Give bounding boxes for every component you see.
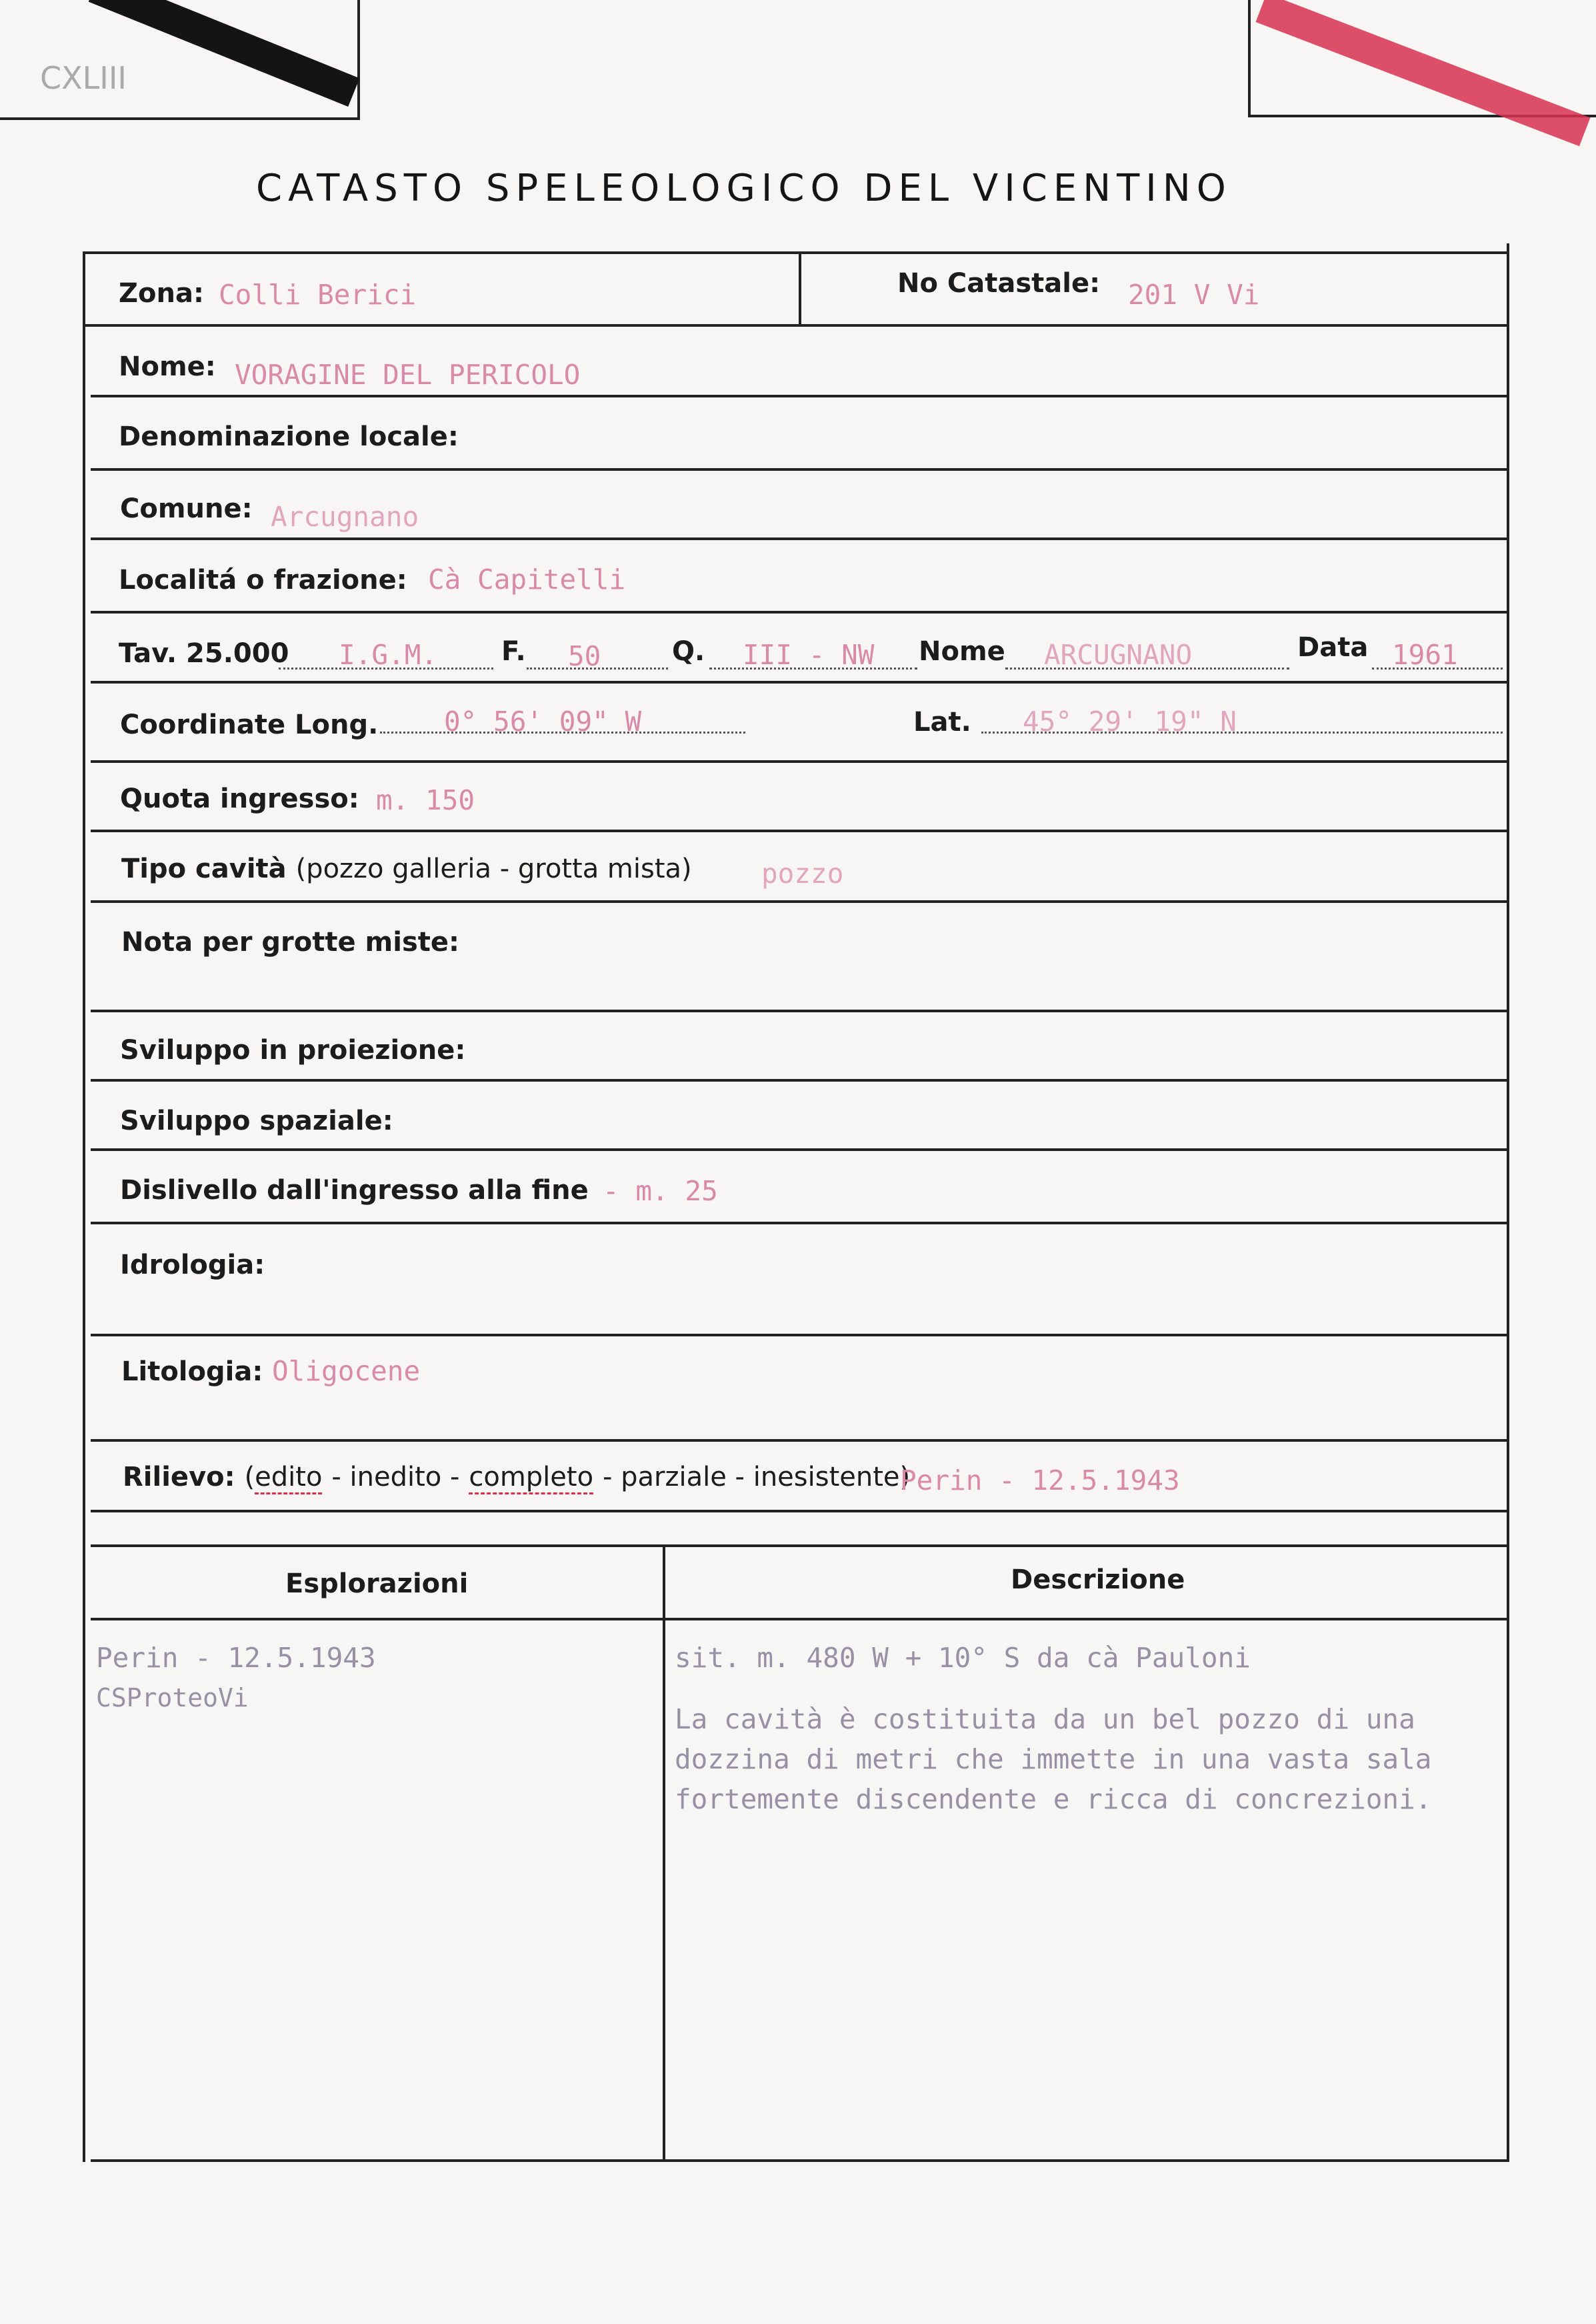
- corner-frame-left: [357, 0, 360, 119]
- litologia-label: Litologia:: [121, 1356, 263, 1387]
- quota-label: Quota ingresso:: [120, 784, 359, 814]
- descrizione-line: La cavità è costituita da un bel pozzo di una: [675, 1703, 1415, 1735]
- catastale-value: 201 V Vi: [1128, 279, 1260, 311]
- comune-value: Arcugnano: [271, 501, 419, 533]
- row-line: [83, 324, 1509, 327]
- comune-label: Comune:: [120, 493, 253, 524]
- row-line: [91, 611, 1507, 614]
- black-marker-stroke: [89, 0, 360, 107]
- row-line: [91, 1148, 1507, 1151]
- quadrante-label: Q.: [672, 636, 705, 667]
- row-line: [91, 468, 1507, 471]
- rilievo-option-inedito: - inedito -: [331, 1462, 460, 1492]
- form-left-border: [83, 251, 85, 2162]
- corner-frame-left-bottom: [0, 117, 360, 120]
- dislivello-label: Dislivello dall'ingresso alla fine: [120, 1175, 589, 1206]
- esplorazioni-header: Esplorazioni: [285, 1568, 469, 1599]
- row-line: [91, 1439, 1507, 1442]
- descrizione-line: dozzina di metri che immette in una vasta sala: [675, 1743, 1432, 1775]
- catastale-label: No Catastale:: [897, 268, 1101, 299]
- foglio-value: 50: [568, 640, 601, 672]
- row-line: [91, 395, 1509, 397]
- denominazione-label: Denominazione locale:: [119, 421, 459, 452]
- nome-label: Nome:: [119, 351, 216, 382]
- data-value: 1961: [1392, 639, 1458, 671]
- tipo-label-wrapper: [121, 854, 692, 884]
- quadrante-value: III - NW: [743, 639, 875, 671]
- tav-label: Tav. 25.000: [119, 638, 289, 669]
- rilievo-option-completo: completo: [469, 1462, 593, 1494]
- row-line: [91, 900, 1507, 903]
- zona-value: Colli Berici: [219, 279, 417, 311]
- rilievo-option-edito: edito: [255, 1462, 322, 1494]
- row-line: [91, 1079, 1507, 1082]
- row-line: [91, 760, 1507, 763]
- esplorazione-entry: CSProteoVi: [96, 1683, 249, 1712]
- tipo-label: Tipo cavità: [121, 854, 287, 884]
- row-line: [91, 1222, 1507, 1224]
- rilievo-option-rest: - parziale - inesistente): [603, 1462, 911, 1492]
- tav-nome-value: ARCUGNANO: [1044, 639, 1193, 671]
- rilievo-label: Rilievo:: [123, 1462, 235, 1492]
- tipo-value: pozzo: [761, 858, 844, 890]
- row-line: [91, 830, 1507, 832]
- rilievo-line: [123, 1462, 910, 1492]
- table-top-line: [91, 1544, 1507, 1547]
- row-line: [91, 1334, 1507, 1336]
- zona-label: Zona:: [119, 278, 204, 309]
- descrizione-line: fortemente discendente e ricca di concrezioni.: [675, 1783, 1432, 1815]
- table-column-divider: [663, 1547, 665, 2162]
- latitude-value: 45° 29' 19" N: [1023, 706, 1237, 738]
- esplorazione-entry: Perin - 12.5.1943: [96, 1642, 376, 1674]
- quota-value: m. 150: [376, 784, 475, 816]
- coordinate-long-label: Coordinate Long.: [120, 710, 379, 740]
- idrologia-label: Idrologia:: [120, 1250, 265, 1280]
- corner-frame-right: [1248, 0, 1251, 117]
- tav-nome-label: Nome: [919, 636, 1005, 667]
- descrizione-situation: sit. m. 480 W + 10° S da cà Pauloni: [675, 1642, 1251, 1674]
- red-marker-stroke: [1256, 0, 1591, 146]
- dislivello-value: - m. 25: [603, 1175, 718, 1207]
- litologia-value: Oligocene: [272, 1355, 421, 1387]
- row-line: [91, 681, 1507, 684]
- row-line: [91, 1510, 1507, 1512]
- form-top-border: [83, 251, 1509, 254]
- handwritten-archive-number: CXLIII: [40, 60, 127, 96]
- lat-label: Lat.: [913, 707, 971, 738]
- foglio-label: F.: [501, 636, 526, 667]
- row-line: [91, 537, 1507, 540]
- sviluppo-spaziale-label: Sviluppo spaziale:: [120, 1106, 393, 1136]
- row-line: [91, 1010, 1507, 1012]
- tipo-options: (pozzo galleria - grotta mista): [295, 854, 692, 884]
- data-label: Data: [1297, 632, 1369, 663]
- longitude-value: 0° 56' 09" W: [444, 706, 642, 738]
- page-title: CATASTO SPELEOLOGICO DEL VICENTINO: [256, 167, 1232, 210]
- sviluppo-proiezione-label: Sviluppo in proiezione:: [120, 1035, 466, 1066]
- localita-value: Cà Capitelli: [428, 563, 626, 596]
- zona-divider: [799, 253, 801, 325]
- nota-label: Nota per grotte miste:: [121, 927, 459, 958]
- form-bottom-border: [91, 2159, 1509, 2162]
- tav-value: I.G.M.: [339, 639, 438, 671]
- descrizione-header: Descrizione: [1011, 1564, 1185, 1595]
- rilievo-value: Perin - 12.5.1943: [900, 1464, 1180, 1496]
- rilievo-open-paren: (: [244, 1462, 255, 1492]
- nome-value: VORAGINE DEL PERICOLO: [235, 359, 581, 391]
- table-header-line: [91, 1618, 1509, 1620]
- form-right-border: [1507, 243, 1509, 2162]
- localita-label: Localitá o frazione:: [119, 565, 407, 596]
